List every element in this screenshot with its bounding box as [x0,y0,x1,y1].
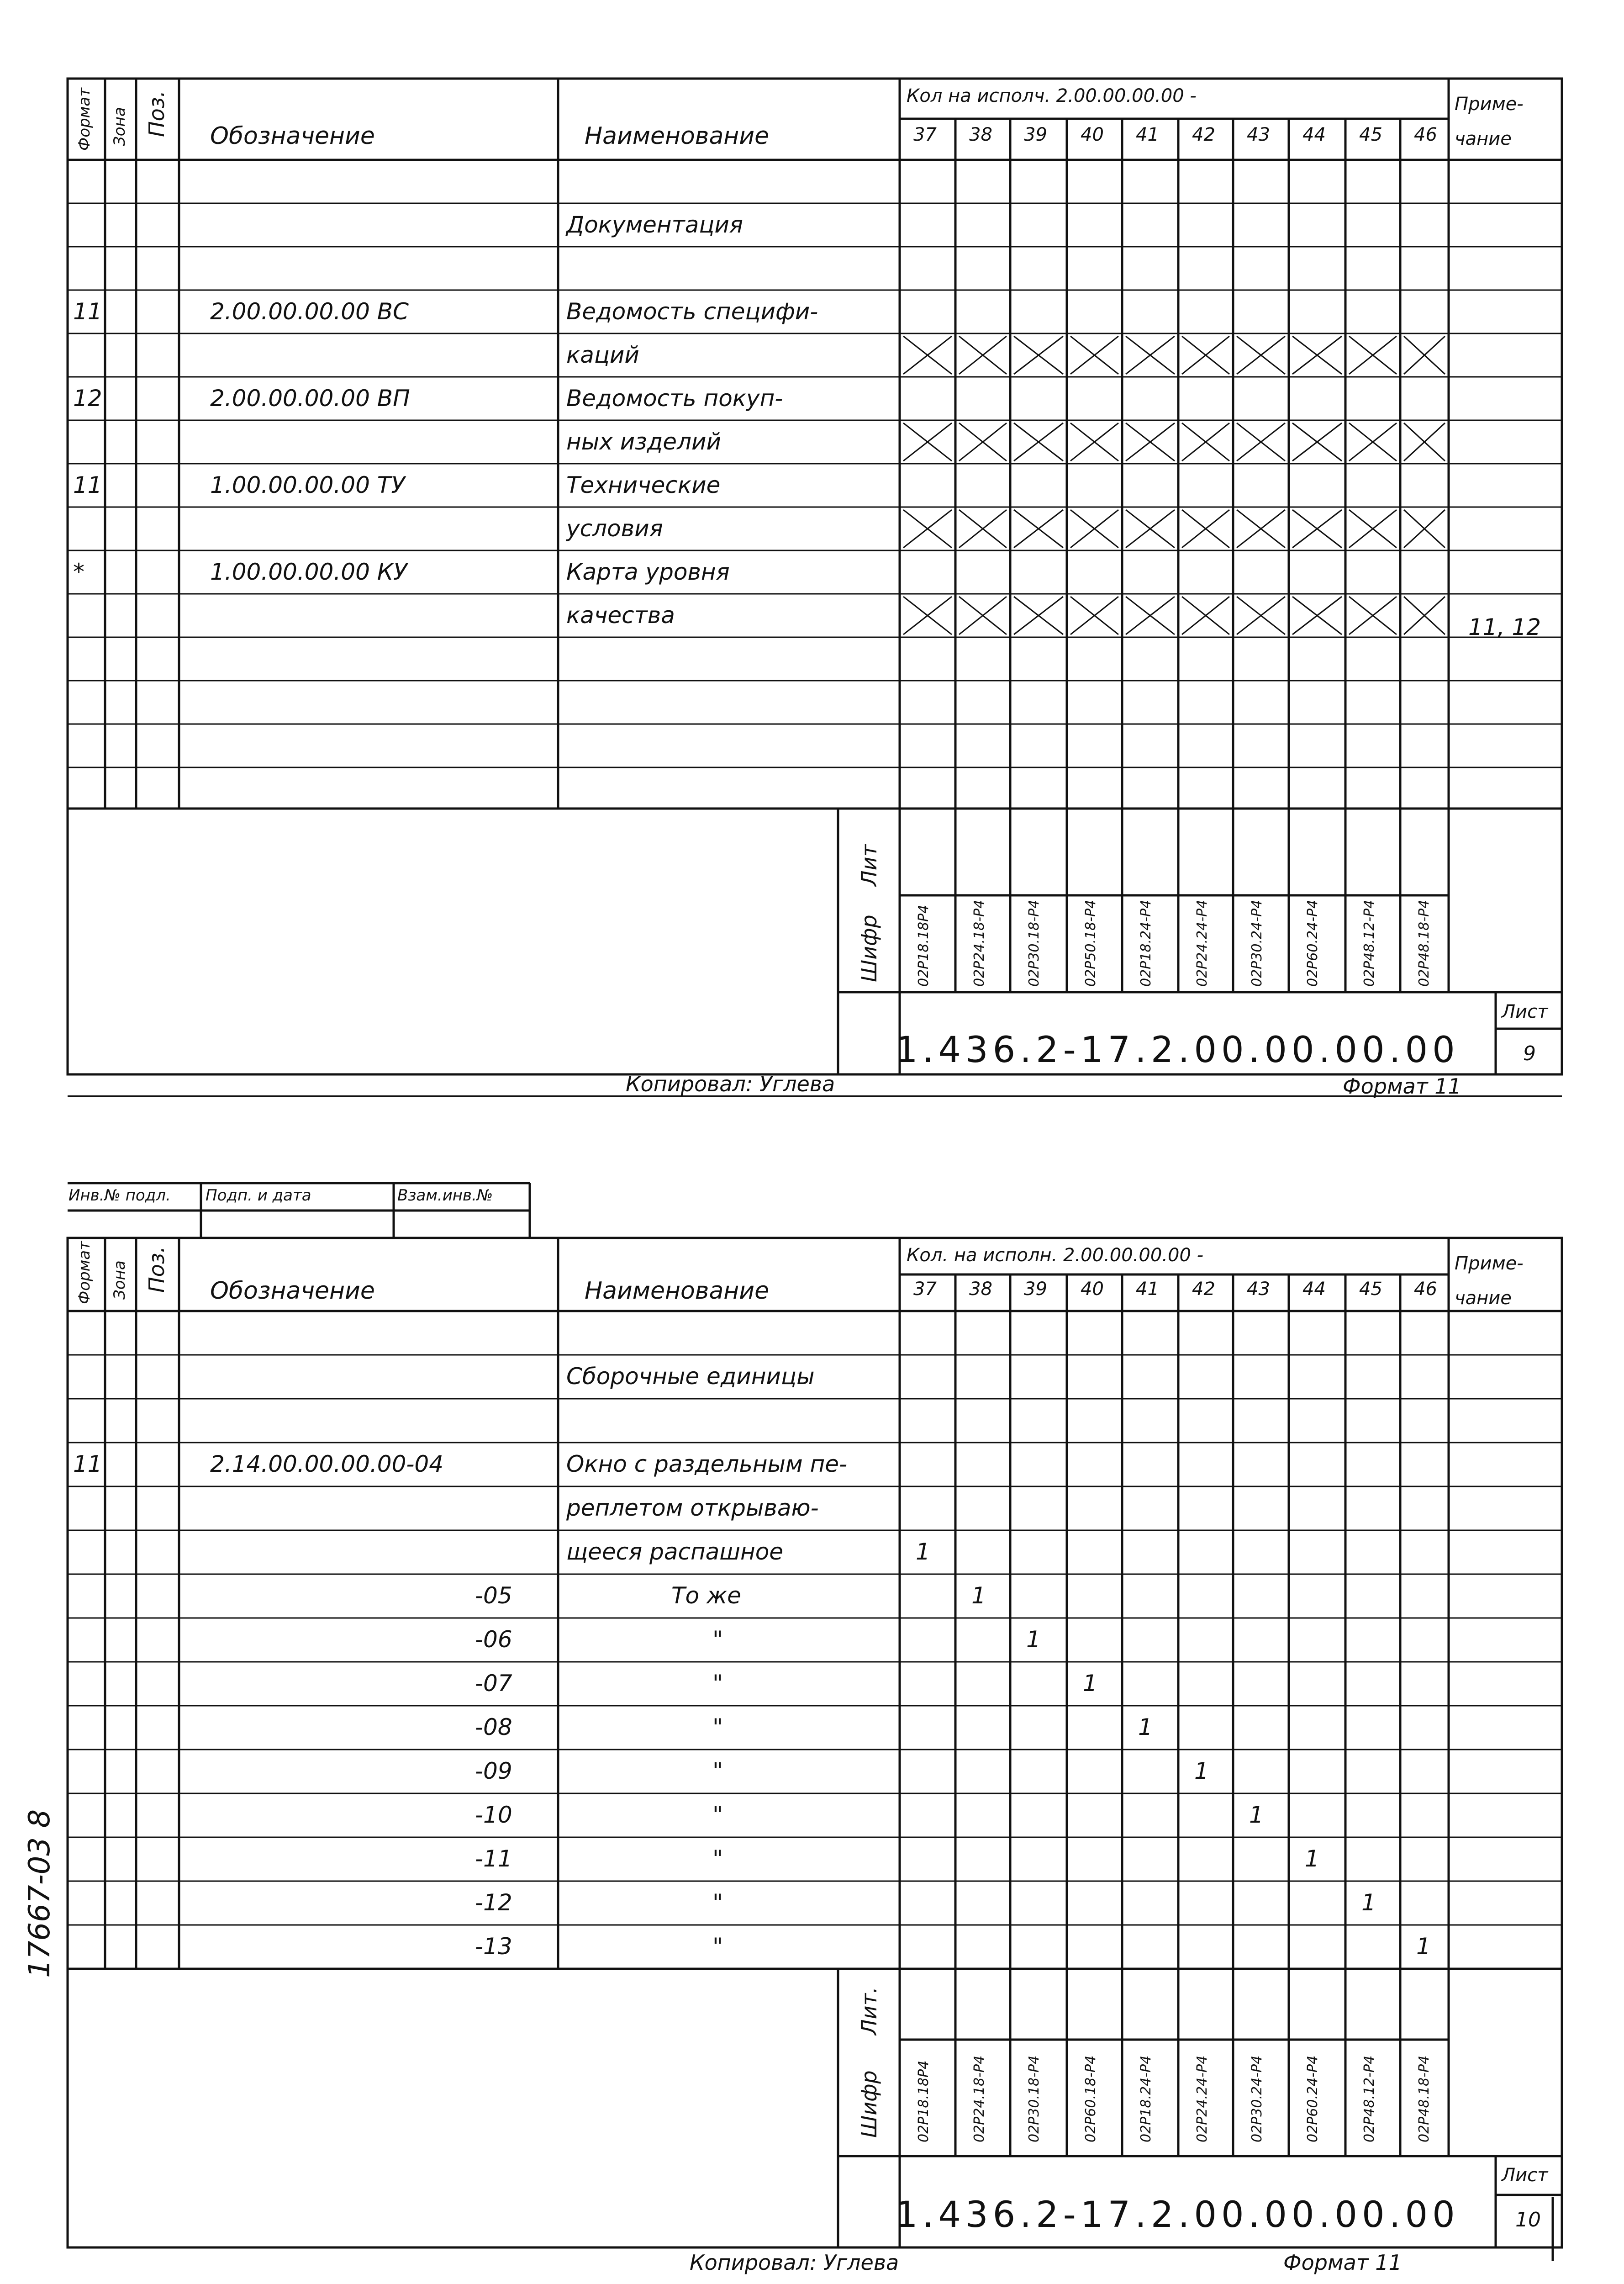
row-designation: -08 [475,1714,512,1740]
header-zone: Зона [111,107,129,146]
row-name: " [712,1933,723,1960]
sheet-number: 9 [1523,1042,1536,1065]
qty-column-header: 44 [1302,1279,1326,1300]
qty-column-header: 41 [1136,1279,1159,1300]
cipher-label: Шифр [857,2070,881,2138]
header-pos: Поз. [144,90,169,137]
stamp-inv: Инв.№ подл. [69,1186,171,1205]
row-designation: 1.00.00.00.00 ТУ [210,472,405,498]
sheet-number: 10 [1515,2208,1541,2231]
header-designation: Обозначение [210,1277,375,1305]
header-name: Наименование [585,1277,770,1305]
qty-value: 1 [1026,1626,1041,1653]
row-name: Ведомость покуп- [566,385,783,412]
cipher-code: 02Р18.18Р4 [916,2060,932,2142]
row-designation: -09 [475,1758,512,1784]
sheet-1 [0,0,1624,1133]
cipher-code: 02Р48.12-Р4 [1361,899,1377,987]
cipher-code: 02Р48.18-Р4 [1416,2055,1432,2142]
qty-column-header: 45 [1359,124,1382,145]
stamp-vzam: Взам.инв.№ [397,1186,493,1205]
row-format: 11 [73,298,102,325]
side-stamp: 17667-03 8 [23,1809,57,1978]
qty-column-header: 46 [1414,124,1437,145]
row-designation: 2.00.00.00.00 ВП [210,385,410,412]
cipher-code: 02Р48.12-Р4 [1361,2055,1377,2142]
row-designation: -11 [475,1845,512,1872]
row-designation: 1.00.00.00.00 КУ [210,559,407,585]
row-name: Технические [566,472,721,498]
row-format: 11 [73,1451,102,1477]
row-designation: -10 [475,1802,512,1828]
header-zone: Зона [111,1260,129,1300]
row-name: Окно с раздельным пе- [566,1451,848,1477]
row-designation: -06 [475,1626,512,1653]
cipher-label: Шифр [857,915,881,982]
row-name: ных изделий [566,428,722,455]
row-name: " [712,1802,723,1828]
format-label: Формат 11 [1283,2250,1402,2275]
sheet-label: Лист [1502,1001,1548,1022]
cipher-code: 02Р50.18-Р4 [1083,899,1099,987]
row-designation: 2.00.00.00.00 ВС [210,298,409,325]
header-note: Приме- чание [1455,1253,1524,1309]
cipher-code: 02Р60.24-Р4 [1305,2055,1321,2142]
row-designation: -05 [475,1582,512,1609]
qty-column-header: 43 [1247,1279,1270,1300]
row-format: * [73,559,84,585]
qty-value: 1 [1249,1802,1264,1828]
row-name: " [712,1714,723,1740]
row-name: щееся распашное [566,1539,784,1565]
row-name: каций [566,342,639,368]
cipher-code: 02Р24.24-Р4 [1194,899,1210,987]
header-format: Формат [75,88,94,151]
qty-value: 1 [1416,1933,1431,1960]
row-name: " [712,1845,723,1872]
sheet-2-grid [0,1133,1624,2284]
cipher-code: 02Р60.24-Р4 [1305,899,1321,987]
lit-label: Лит [857,844,881,886]
qty-column-header: 40 [1081,1279,1104,1300]
header-designation: Обозначение [210,122,375,150]
cipher-code: 02Р30.24-Р4 [1249,899,1265,987]
header-name: Наименование [585,122,770,150]
row-name: Документация [566,211,743,238]
header-note: Приме- чание [1455,94,1524,149]
doc-number: 1.436.2-17.2.00.00.00.00 [895,1030,1460,1071]
qty-value: 1 [916,1539,930,1565]
qty-value: 1 [1361,1889,1376,1916]
note-value: 11, 12 [1468,614,1541,640]
cipher-code: 02Р60.18-Р4 [1083,2055,1099,2142]
header-qty-title: Кол на исполч. 2.00.00.00.00 - [907,85,1197,106]
row-name: " [712,1889,723,1916]
format-label: Формат 11 [1343,1074,1461,1099]
row-designation: -13 [475,1933,512,1960]
row-name: Карта уровня [566,559,730,585]
header-qty-title: Кол. на исполн. 2.00.00.00.00 - [907,1245,1204,1266]
qty-value: 1 [1305,1845,1319,1872]
cipher-code: 02Р18.24-Р4 [1138,2055,1154,2142]
qty-column-header: 37 [913,1279,937,1300]
qty-column-header: 39 [1024,124,1047,145]
cipher-code: 02Р18.18Р4 [916,904,932,987]
sheet-2 [0,1133,1624,2284]
qty-value: 1 [1138,1714,1153,1740]
row-name: Ведомость специфи- [566,298,818,325]
cipher-code: 02Р24.24-Р4 [1194,2055,1210,2142]
qty-column-header: 41 [1136,124,1159,145]
row-format: 12 [73,385,102,412]
header-pos: Поз. [144,1246,169,1293]
copied-by: Копировал: Углева [626,1072,835,1096]
lit-label: Лит. [857,1987,881,2035]
row-name: Сборочные единицы [566,1363,815,1390]
qty-column-header: 37 [913,124,937,145]
qty-column-header: 42 [1192,124,1215,145]
cipher-code: 02Р18.24-Р4 [1138,899,1154,987]
cipher-code: 02Р30.24-Р4 [1249,2055,1265,2142]
qty-value: 1 [1194,1758,1209,1784]
row-designation: -07 [475,1670,512,1697]
row-name: " [712,1758,723,1784]
row-designation: 2.14.00.00.00.00-04 [210,1451,444,1477]
row-name: То же [671,1582,741,1609]
row-name: " [712,1626,723,1653]
row-name: реплетом открываю- [566,1495,819,1521]
row-name: условия [566,515,663,542]
qty-column-header: 46 [1414,1279,1437,1300]
sheet-label: Лист [1502,2165,1548,2186]
header-format: Формат [75,1241,94,1304]
cipher-code: 02Р24.18-Р4 [971,2055,987,2142]
qty-column-header: 45 [1359,1279,1382,1300]
copied-by: Копировал: Углева [690,2250,899,2275]
stamp-sign: Подп. и дата [206,1186,311,1205]
qty-column-header: 43 [1247,124,1270,145]
doc-number: 1.436.2-17.2.00.00.00.00 [895,2194,1460,2236]
qty-value: 1 [1083,1670,1097,1697]
row-format: 11 [73,472,102,498]
qty-column-header: 38 [969,124,992,145]
row-name: качества [566,602,675,629]
cipher-code: 02Р48.18-Р4 [1416,899,1432,987]
row-designation: -12 [475,1889,512,1916]
qty-value: 1 [971,1582,986,1609]
qty-column-header: 39 [1024,1279,1047,1300]
cipher-code: 02Р30.18-Р4 [1026,899,1042,987]
cipher-code: 02Р30.18-Р4 [1026,2055,1042,2142]
qty-column-header: 40 [1081,124,1104,145]
row-name: " [712,1670,723,1697]
qty-column-header: 44 [1302,124,1326,145]
qty-column-header: 42 [1192,1279,1215,1300]
cipher-code: 02Р24.18-Р4 [971,899,987,987]
qty-column-header: 38 [969,1279,992,1300]
